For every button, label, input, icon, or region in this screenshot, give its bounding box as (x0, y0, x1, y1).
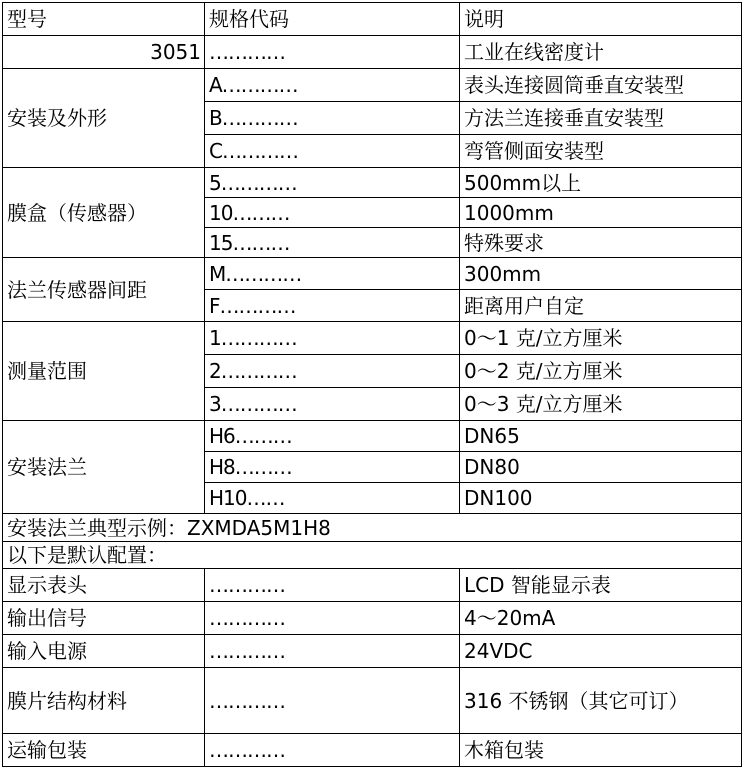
table-row (3, 734, 742, 767)
default-label: 显示表头 (3, 569, 205, 602)
spec-code: H8……… (205, 452, 460, 483)
default-heading: 以下是默认配置： (3, 542, 742, 569)
spec-code: 1………… (205, 322, 460, 355)
spec-description: 特殊要求 (460, 228, 742, 258)
table-row (3, 258, 742, 290)
spec-description: 4～20mA (460, 602, 742, 635)
spec-description: 表头连接圆筒垂直安装型 (460, 69, 742, 102)
default-label: 输出信号 (3, 602, 205, 635)
spec-code: M………… (205, 258, 460, 290)
spec-code: ………… (205, 668, 460, 734)
spec-description: 木箱包装 (460, 734, 742, 767)
group-label: 膜盒（传感器） (3, 168, 205, 258)
spec-code: H6……… (205, 421, 460, 452)
spec-description: 300mm (460, 258, 742, 290)
group-label: 法兰传感器间距 (3, 258, 205, 322)
spec-description: DN65 (460, 421, 742, 452)
default-label: 运输包装 (3, 734, 205, 767)
spec-description: LCD 智能显示表 (460, 569, 742, 602)
spec-description: 工业在线密度计 (460, 36, 742, 69)
table-row (3, 69, 742, 102)
spec-description: 0～1 克/立方厘米 (460, 322, 742, 355)
spec-code: C………… (205, 135, 460, 168)
spec-code: F………… (205, 290, 460, 322)
model-number: 3051 (3, 36, 205, 69)
spec-code: B………… (205, 102, 460, 135)
table-row (3, 668, 742, 734)
header-description: 说明 (460, 3, 742, 36)
spec-code: ………… (205, 602, 460, 635)
spec-code: ………… (205, 635, 460, 668)
table-row (3, 635, 742, 668)
group-label: 安装及外形 (3, 69, 205, 168)
spec-code: H10…… (205, 483, 460, 514)
spec-description: 0～2 克/立方厘米 (460, 355, 742, 388)
table-row (3, 36, 742, 69)
default-heading-row (3, 542, 742, 569)
header-code: 规格代码 (205, 3, 460, 36)
table-row (3, 569, 742, 602)
group-label: 安装法兰 (3, 421, 205, 514)
example-text: 安装法兰典型示例：ZXMDA5M1H8 (3, 514, 742, 542)
spec-code: 3………… (205, 388, 460, 421)
spec-code: 2………… (205, 355, 460, 388)
table-row (3, 602, 742, 635)
spec-code: ………… (205, 734, 460, 767)
model-spec-table (2, 2, 742, 767)
table-header-row (3, 3, 742, 36)
group-label: 测量范围 (3, 322, 205, 421)
spec-description: 24VDC (460, 635, 742, 668)
spec-code: ………… (205, 569, 460, 602)
spec-code: 5………… (205, 168, 460, 198)
spec-code: ………… (205, 36, 460, 69)
spec-description: 弯管侧面安装型 (460, 135, 742, 168)
spec-description: 500mm以上 (460, 168, 742, 198)
spec-description: 方法兰连接垂直安装型 (460, 102, 742, 135)
table-row (3, 322, 742, 355)
spec-description: 0～3 克/立方厘米 (460, 388, 742, 421)
header-model: 型号 (3, 3, 205, 36)
spec-description: DN100 (460, 483, 742, 514)
spec-code: A………… (205, 69, 460, 102)
table-row (3, 168, 742, 198)
spec-code: 10……… (205, 198, 460, 228)
spec-description: 1000mm (460, 198, 742, 228)
default-label: 输入电源 (3, 635, 205, 668)
spec-description: 316 不锈钢（其它可订） (460, 668, 742, 734)
table-row (3, 421, 742, 452)
spec-description: 距离用户自定 (460, 290, 742, 322)
example-row (3, 514, 742, 542)
spec-description: DN80 (460, 452, 742, 483)
spec-code: 15……… (205, 228, 460, 258)
default-label: 膜片结构材料 (3, 668, 205, 734)
